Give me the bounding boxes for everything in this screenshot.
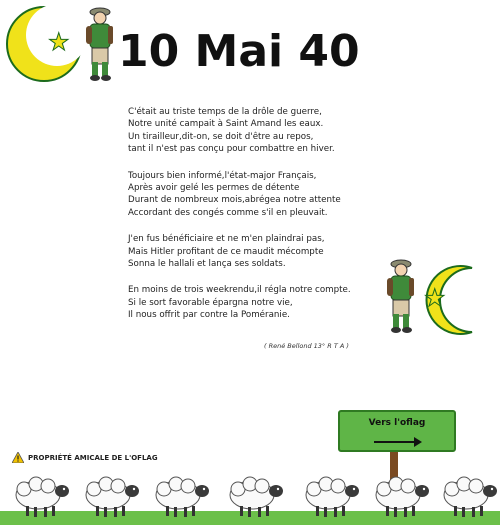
poem-line: Notre unité campait à Saint Amand les eaux. <box>128 119 324 130</box>
poem-line: tant il n'est pas conçu pour combattre en hiver. <box>128 144 335 155</box>
arrow-right-icon <box>374 437 422 447</box>
sheep-icon <box>368 471 432 519</box>
oflag-sign-label: Vers l'oflag <box>368 418 426 428</box>
footer-note <box>12 452 158 463</box>
poem-line: C'était au triste temps de la drôle de guerre, <box>128 107 322 117</box>
poem-line: Accordant des congés comme s'il en pleuvait. <box>128 207 328 218</box>
poem-line: En moins de trois weekrendu,il régla notre compte. <box>128 285 351 296</box>
footer-note-text: PROPRIÉTÉ AMICALE DE L'OFLAG <box>28 453 158 462</box>
poem-line: Toujours bien informé,l'état-major Français, <box>128 170 317 181</box>
poem-line: Sonna le hallali et lança ses soldats. <box>128 259 286 270</box>
poem-stanza-4 <box>128 284 388 321</box>
sheep-icon <box>222 471 286 519</box>
poem-line: Après avoir gelé les permes de détente <box>128 183 300 194</box>
soldier-icon <box>80 4 120 82</box>
poem-stanza-3 <box>128 233 388 270</box>
sheep-icon <box>78 471 142 519</box>
star-icon: ★ <box>424 284 446 312</box>
soldier-icon <box>381 256 421 334</box>
poem-line: Durant de nombreux mois,abrégea notre attente <box>128 195 341 206</box>
poem-stanza-1 <box>128 106 388 156</box>
poem-signature: ( René Bellond 13° R T A ) <box>264 342 349 350</box>
poem-line: Si le sort favorable épargna notre vie, <box>128 297 293 308</box>
warning-icon <box>12 452 24 463</box>
poem-line: Il nous offrit par contre la Poméranie. <box>128 310 290 321</box>
sheep-icon <box>298 471 362 519</box>
sheep-icon <box>436 471 500 519</box>
page-title: 10 Mai 40 <box>118 26 360 77</box>
sheep-band <box>0 463 500 525</box>
sheep-icon <box>148 471 212 519</box>
poem-line: Mais Hitler profitant de ce maudit mécompte <box>128 246 324 257</box>
poem-line: Un tirailleur,dit-on, se doit d'être au repos, <box>128 131 314 142</box>
sheep-icon <box>8 471 72 519</box>
poem <box>128 106 388 336</box>
crescent-star-emblem-side <box>416 260 496 340</box>
poem-line: J'en fus bénéficiaire et ne m'en plaindrai pas, <box>128 234 325 245</box>
star-icon: ★ <box>48 28 70 56</box>
poem-stanza-2 <box>128 170 388 220</box>
oflag-sign <box>338 410 456 452</box>
